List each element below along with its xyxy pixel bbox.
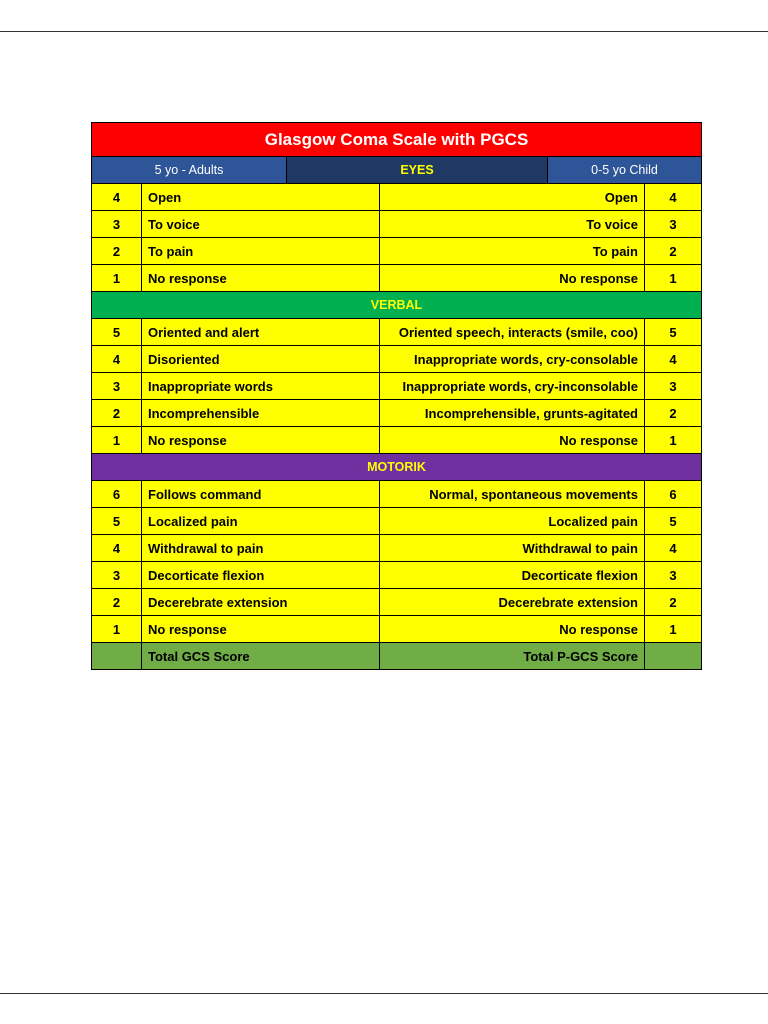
- adult-score: 2: [92, 400, 142, 427]
- child-description: To pain: [380, 238, 645, 265]
- eyes-row: [92, 184, 702, 211]
- child-description: Incomprehensible, grunts-agitated: [380, 400, 645, 427]
- child-score: 1: [645, 265, 702, 292]
- verbal-row: [92, 427, 702, 454]
- child-score: 2: [645, 238, 702, 265]
- motor-section: [92, 481, 702, 643]
- adult-description: Decerebrate extension: [142, 589, 380, 616]
- total-gcs-label: Total GCS Score: [142, 643, 380, 670]
- total-adult-score-cell: [92, 643, 142, 670]
- adult-description: Decorticate flexion: [142, 562, 380, 589]
- adult-description: Localized pain: [142, 508, 380, 535]
- adult-description: Incomprehensible: [142, 400, 380, 427]
- motor-row: [92, 589, 702, 616]
- child-score: 4: [645, 535, 702, 562]
- adult-score: 3: [92, 211, 142, 238]
- child-description: Oriented speech, interacts (smile, coo): [380, 319, 645, 346]
- adult-column-header: 5 yo - Adults: [92, 157, 287, 184]
- adult-score: 2: [92, 589, 142, 616]
- child-score: 3: [645, 211, 702, 238]
- verbal-header-row: [92, 292, 702, 319]
- adult-description: Open: [142, 184, 380, 211]
- motor-section-label: MOTORIK: [92, 454, 702, 481]
- adult-score: 1: [92, 616, 142, 643]
- adult-description: No response: [142, 427, 380, 454]
- adult-score: 6: [92, 481, 142, 508]
- child-description: Inappropriate words, cry-consolable: [380, 346, 645, 373]
- child-score: 1: [645, 427, 702, 454]
- motor-header-row: [92, 454, 702, 481]
- eyes-section: [92, 184, 702, 292]
- adult-description: Oriented and alert: [142, 319, 380, 346]
- adult-score: 3: [92, 373, 142, 400]
- adult-score: 4: [92, 535, 142, 562]
- adult-description: Inappropriate words: [142, 373, 380, 400]
- eyes-row: [92, 211, 702, 238]
- motor-row: [92, 508, 702, 535]
- verbal-row: [92, 373, 702, 400]
- child-description: Localized pain: [380, 508, 645, 535]
- child-description: No response: [380, 616, 645, 643]
- adult-description: Disoriented: [142, 346, 380, 373]
- child-score: 2: [645, 589, 702, 616]
- adult-description: No response: [142, 616, 380, 643]
- child-score: 3: [645, 562, 702, 589]
- child-description: To voice: [380, 211, 645, 238]
- child-description: Decorticate flexion: [380, 562, 645, 589]
- child-column-header: 0-5 yo Child: [548, 157, 702, 184]
- verbal-section: [92, 319, 702, 454]
- adult-score: 4: [92, 346, 142, 373]
- title-row: [92, 123, 702, 157]
- adult-score: 1: [92, 427, 142, 454]
- motor-row: [92, 535, 702, 562]
- adult-description: To voice: [142, 211, 380, 238]
- verbal-row: [92, 400, 702, 427]
- adult-description: To pain: [142, 238, 380, 265]
- adult-score: 5: [92, 319, 142, 346]
- child-description: Open: [380, 184, 645, 211]
- adult-score: 2: [92, 238, 142, 265]
- child-score: 3: [645, 373, 702, 400]
- child-score: 4: [645, 184, 702, 211]
- child-description: Inappropriate words, cry-inconsolable: [380, 373, 645, 400]
- eyes-header-row: [92, 157, 702, 184]
- child-score: 1: [645, 616, 702, 643]
- child-description: Normal, spontaneous movements: [380, 481, 645, 508]
- eyes-section-label: EYES: [287, 157, 548, 184]
- verbal-section-label: VERBAL: [92, 292, 702, 319]
- child-score: 2: [645, 400, 702, 427]
- gcs-table: [91, 122, 702, 670]
- child-score: 5: [645, 319, 702, 346]
- motor-row: [92, 562, 702, 589]
- adult-description: Withdrawal to pain: [142, 535, 380, 562]
- motor-row: [92, 481, 702, 508]
- adult-score: 4: [92, 184, 142, 211]
- table-title: Glasgow Coma Scale with PGCS: [92, 123, 702, 157]
- adult-score: 1: [92, 265, 142, 292]
- child-score: 6: [645, 481, 702, 508]
- child-description: No response: [380, 265, 645, 292]
- verbal-row: [92, 346, 702, 373]
- adult-score: 5: [92, 508, 142, 535]
- adult-description: Follows command: [142, 481, 380, 508]
- total-pgcs-label: Total P-GCS Score: [380, 643, 645, 670]
- total-row: [92, 643, 702, 670]
- adult-score: 3: [92, 562, 142, 589]
- verbal-row: [92, 319, 702, 346]
- child-description: No response: [380, 427, 645, 454]
- adult-description: No response: [142, 265, 380, 292]
- total-child-score-cell: [645, 643, 702, 670]
- eyes-row: [92, 238, 702, 265]
- child-score: 5: [645, 508, 702, 535]
- child-description: Decerebrate extension: [380, 589, 645, 616]
- bottom-rule: [0, 993, 768, 994]
- eyes-row: [92, 265, 702, 292]
- top-rule: [0, 31, 768, 32]
- child-description: Withdrawal to pain: [380, 535, 645, 562]
- child-score: 4: [645, 346, 702, 373]
- motor-row: [92, 616, 702, 643]
